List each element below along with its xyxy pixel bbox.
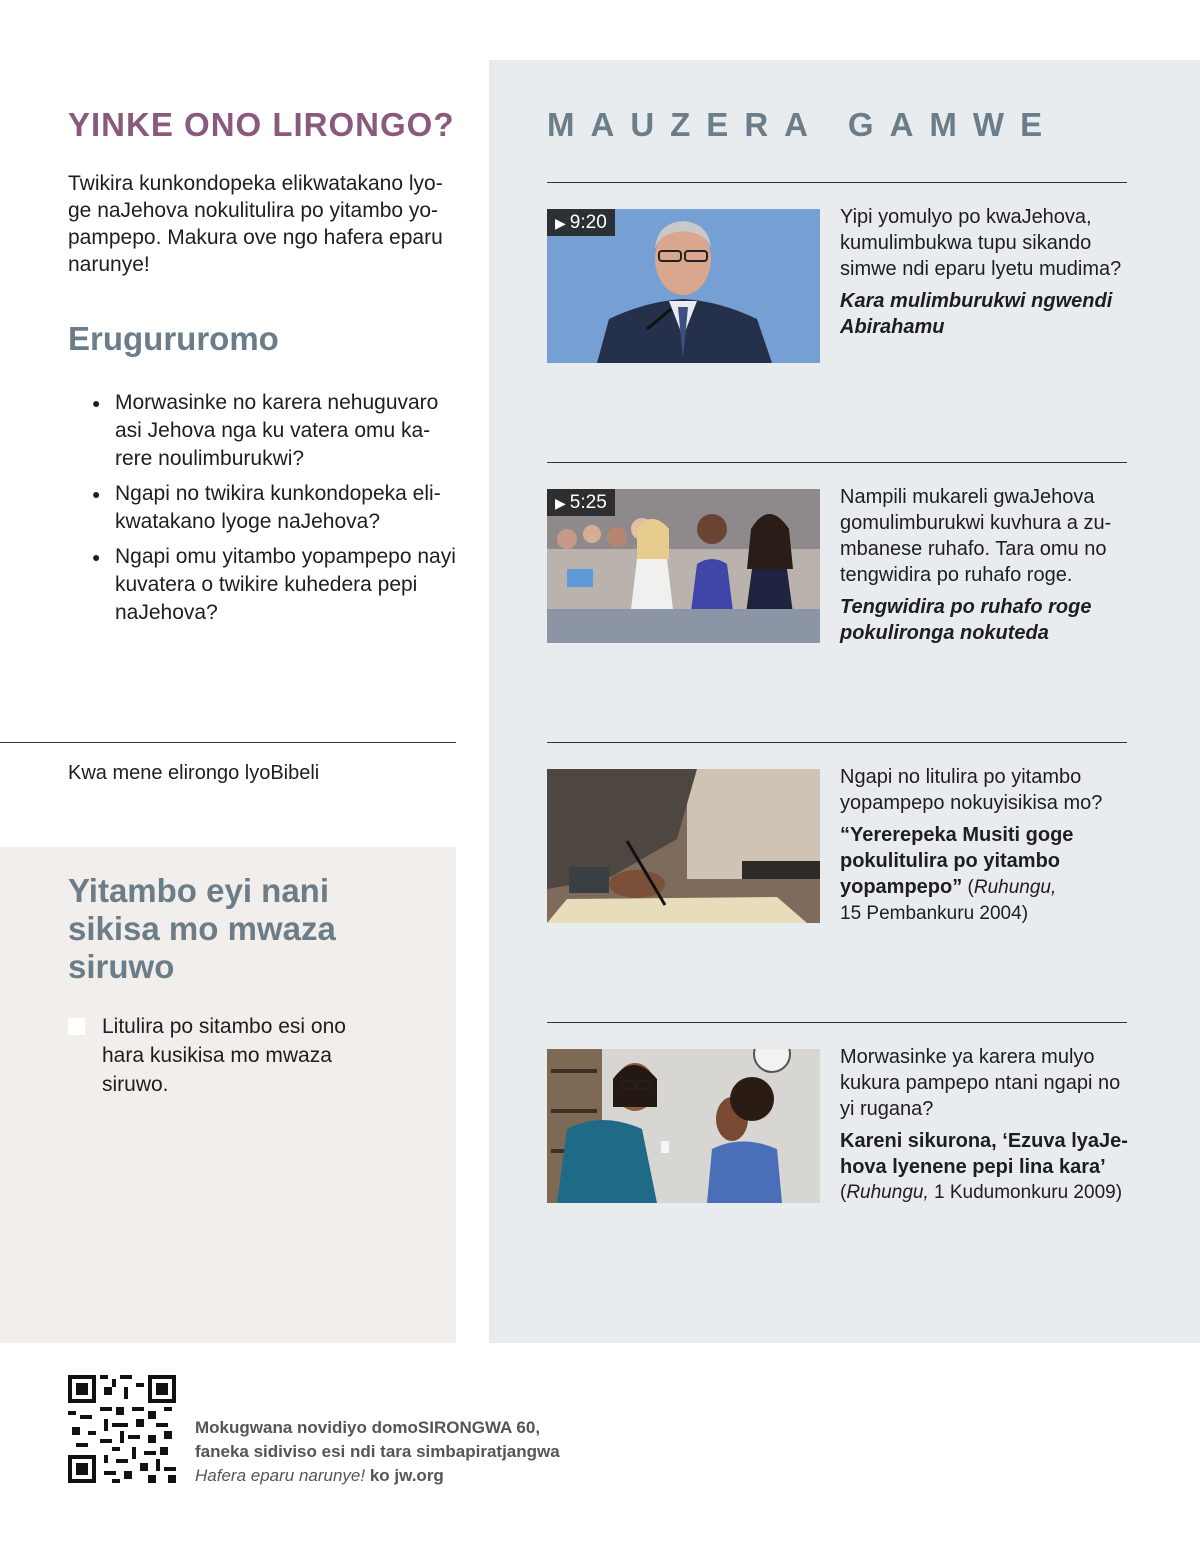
explore-title[interactable]: Kara mulimburukwi ngwendi Abirahamu: [840, 290, 1113, 338]
summary-intro: Twikira kunkondopeka elikwatakano lyo-ge naJehova nokulitulira po yitambo yo-pampepo. Makura ove ngo hafera eparu narunye!: [68, 172, 443, 276]
divider: [547, 182, 1127, 183]
explore-item-video: [547, 182, 1127, 382]
review-question: ● Morwasinke no karera nehuguvaro asi Jehova nga ku vatera omu ka-rere noulimburukwi?: [92, 389, 462, 473]
play-icon: ▶: [555, 215, 566, 231]
explore-heading: MAUZERA GAMWE: [547, 106, 1059, 143]
explore-question: Yipi yomulyo po kwaJehova, kumulimbukwa tupu sikando simwe ndi eparu lyetu mudima?: [840, 206, 1122, 280]
explore-item-article: [547, 742, 1127, 942]
video-duration: ▶ 9:20: [547, 209, 615, 236]
review-heading: Erugururomo: [68, 320, 279, 357]
article-reference: 15 Pembankuru 2004): [840, 903, 1029, 924]
review-question: ● Ngapi omu yitambo yopampepo nayi kuvatera o twikire kuhedera pepi naJehova?: [92, 543, 462, 627]
explore-title[interactable]: “Yererepeka Musiti goge pokulitulira po yitambo yopampepo” (Ruhungu,: [840, 824, 1074, 898]
explore-title[interactable]: Tengwidira po ruhafo roge pokulironga nokuteda: [840, 596, 1092, 644]
play-icon: ▶: [555, 495, 566, 511]
video-thumbnail[interactable]: [547, 209, 820, 363]
goal-text: Litulira po sitambo esi ono hara kusikisa mo mwaza siruwo.: [102, 1015, 346, 1096]
explore-question: Ngapi no litulira po yitambo yopampepo nokuyisikisa mo?: [840, 766, 1103, 814]
video-duration: ▶ 5:25: [547, 489, 615, 516]
goal-heading: Yitambo eyi nani sikisa mo mwaza siruwo: [68, 872, 336, 985]
explore-item-video: [547, 462, 1127, 662]
divider: [547, 1022, 1127, 1023]
explore-question: Nampili mukareli gwaJehova gomulimburukwi kuvhura a zu-mbanese ruhafo. Tara omu no tengwidira po ruhafo roge.: [840, 486, 1112, 586]
explore-item-article: [547, 1022, 1127, 1222]
explore-question: Morwasinke ya karera mulyo kukura pampepo ntani ngapi no yi rugana?: [840, 1046, 1121, 1120]
article-reference: (Ruhungu, 1 Kudumonkuru 2009): [840, 1182, 1123, 1203]
footer-note: Mokugwana novidiyo domoSIRONGWA 60, faneka sidiviso esi ndi tara simbapiratjangwa Hafera eparu narunye! ko jw.org: [195, 1418, 560, 1485]
see-also-link[interactable]: Kwa mene elirongo lyoBibeli: [68, 762, 320, 784]
divider: [547, 742, 1127, 743]
goal-checkbox[interactable]: [68, 1018, 85, 1035]
review-questions: [92, 389, 462, 634]
lesson-title: YINKE ONO LIRONGO?: [68, 106, 455, 143]
video-thumbnail[interactable]: [547, 489, 820, 643]
divider: [0, 742, 456, 743]
article-image[interactable]: [547, 1049, 820, 1203]
qr-code-icon[interactable]: [68, 1375, 176, 1483]
article-image[interactable]: [547, 769, 820, 923]
review-question: ● Ngapi no twikira kunkondopeka eli-kwatakano lyoge naJehova?: [92, 480, 462, 536]
explore-title[interactable]: Kareni sikurona, ‘Ezuva lyaJe-hova lyenene pepi lina kara’: [840, 1130, 1128, 1178]
divider: [547, 462, 1127, 463]
